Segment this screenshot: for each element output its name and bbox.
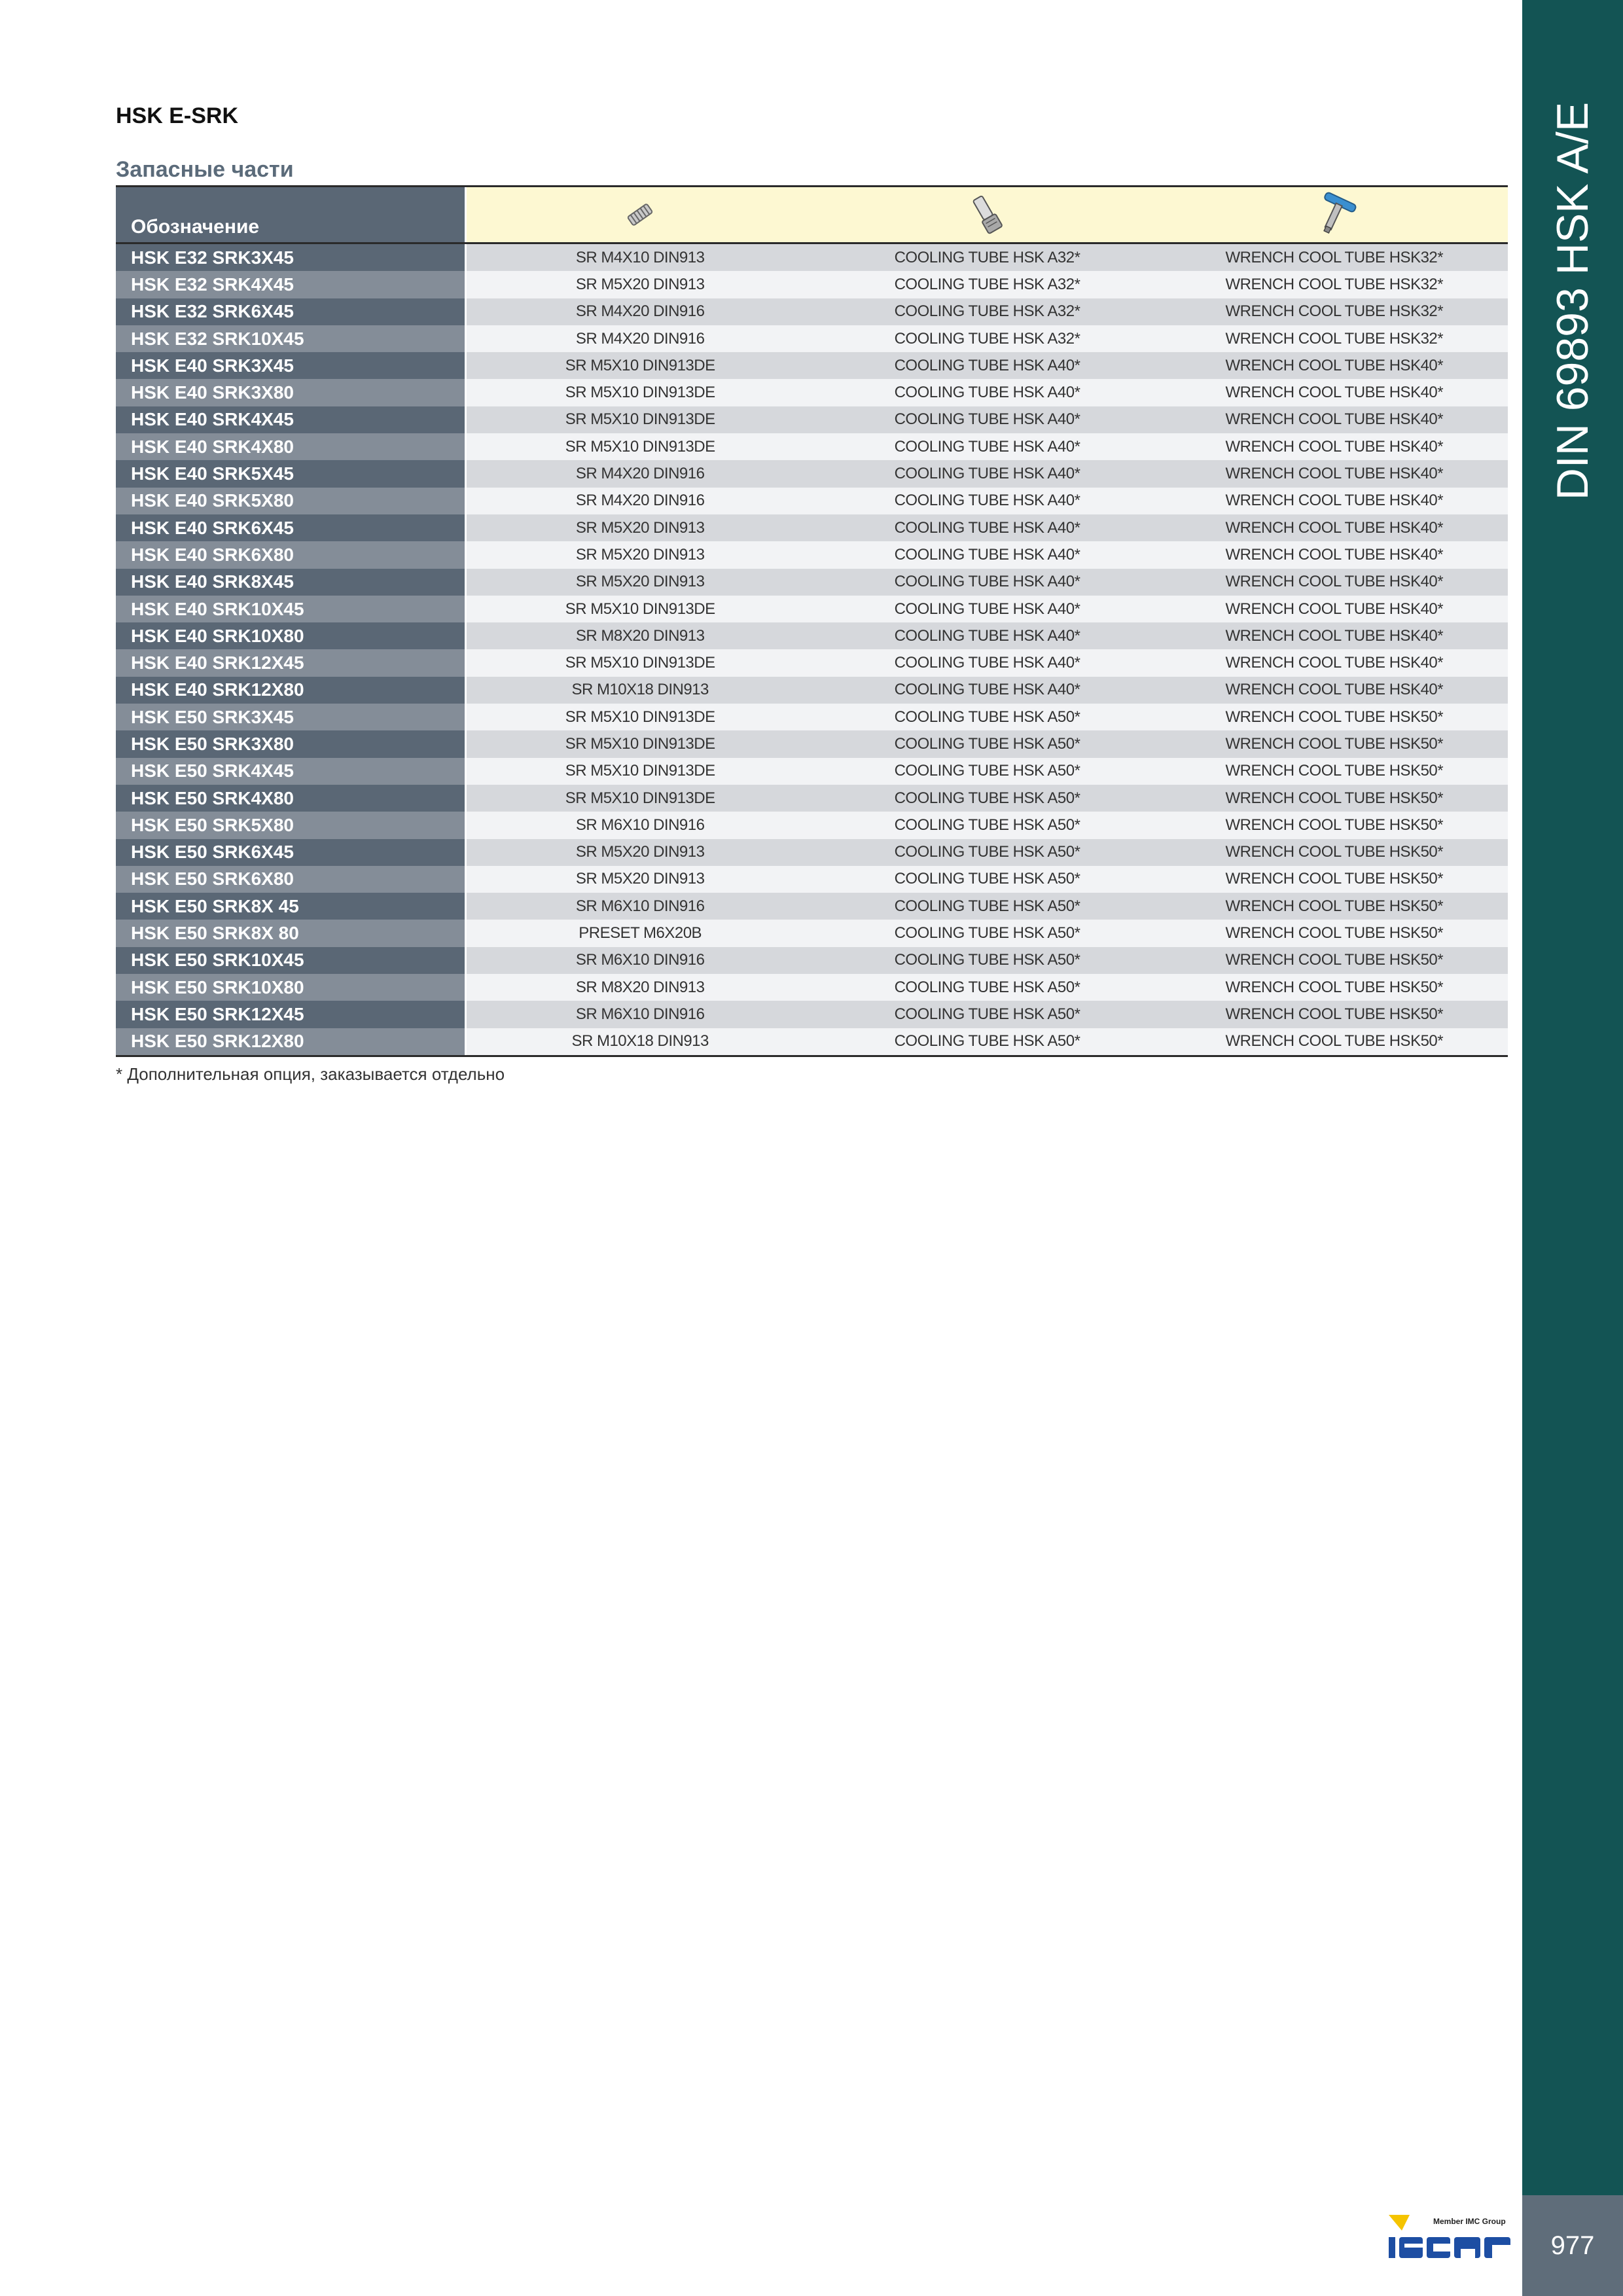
cell-screw: SR M5X10 DIN913DE <box>467 406 813 433</box>
cell-wrench: WRENCH COOL TUBE HSK40* <box>1161 569 1508 596</box>
cell-cooling-tube: COOLING TUBE HSK A40* <box>813 622 1160 649</box>
table-row <box>116 379 1508 406</box>
cell-designation: HSK E40 SRK10X80 <box>116 622 467 649</box>
table-row <box>116 325 1508 352</box>
cell-wrench: WRENCH COOL TUBE HSK40* <box>1161 406 1508 433</box>
cell-designation: HSK E50 SRK3X80 <box>116 730 467 757</box>
cell-screw: SR M5X20 DIN913 <box>467 514 813 541</box>
cell-cooling-tube: COOLING TUBE HSK A50* <box>813 785 1160 812</box>
cell-screw: SR M10X18 DIN913 <box>467 677 813 704</box>
cell-designation: HSK E40 SRK12X45 <box>116 649 467 676</box>
table-row <box>116 920 1508 946</box>
table-row <box>116 1028 1508 1055</box>
column-header-wrench <box>1161 187 1508 242</box>
table-row <box>116 758 1508 785</box>
cell-screw: SR M5X10 DIN913DE <box>467 649 813 676</box>
table-row <box>116 812 1508 838</box>
cell-cooling-tube: COOLING TUBE HSK A32* <box>813 271 1160 298</box>
table-row <box>116 488 1508 514</box>
cell-cooling-tube: COOLING TUBE HSK A50* <box>813 866 1160 893</box>
cell-wrench: WRENCH COOL TUBE HSK40* <box>1161 622 1508 649</box>
cell-wrench: WRENCH COOL TUBE HSK40* <box>1161 649 1508 676</box>
cell-cooling-tube: COOLING TUBE HSK A50* <box>813 1028 1160 1055</box>
cell-designation: HSK E50 SRK12X45 <box>116 1001 467 1028</box>
cell-designation: HSK E32 SRK10X45 <box>116 325 467 352</box>
cell-wrench: WRENCH COOL TUBE HSK40* <box>1161 460 1508 487</box>
cell-screw: SR M5X10 DIN913DE <box>467 352 813 379</box>
cell-designation: HSK E40 SRK8X45 <box>116 569 467 596</box>
cell-designation: HSK E50 SRK8X 80 <box>116 920 467 946</box>
cell-designation: HSK E40 SRK10X45 <box>116 596 467 622</box>
cell-designation: HSK E50 SRK4X45 <box>116 758 467 785</box>
cell-cooling-tube: COOLING TUBE HSK A40* <box>813 433 1160 460</box>
cell-wrench: WRENCH COOL TUBE HSK50* <box>1161 947 1508 974</box>
cell-screw: SR M4X20 DIN916 <box>467 460 813 487</box>
cell-designation: HSK E32 SRK6X45 <box>116 298 467 325</box>
cell-designation: HSK E40 SRK12X80 <box>116 677 467 704</box>
cell-wrench: WRENCH COOL TUBE HSK50* <box>1161 758 1508 785</box>
table-bottom-rule <box>116 1055 1508 1057</box>
cell-wrench: WRENCH COOL TUBE HSK32* <box>1161 271 1508 298</box>
cell-wrench: WRENCH COOL TUBE HSK50* <box>1161 839 1508 866</box>
cell-cooling-tube: COOLING TUBE HSK A32* <box>813 325 1160 352</box>
cell-designation: HSK E40 SRK4X80 <box>116 433 467 460</box>
section-title: Запасные части <box>116 157 294 182</box>
table-row <box>116 406 1508 433</box>
table-row <box>116 569 1508 596</box>
cell-cooling-tube: COOLING TUBE HSK A50* <box>813 758 1160 785</box>
cell-designation: HSK E50 SRK5X80 <box>116 812 467 838</box>
cell-wrench: WRENCH COOL TUBE HSK40* <box>1161 433 1508 460</box>
cell-wrench: WRENCH COOL TUBE HSK50* <box>1161 730 1508 757</box>
spare-parts-table <box>116 185 1508 1057</box>
cell-designation: HSK E50 SRK12X80 <box>116 1028 467 1055</box>
page-number: 977 <box>1522 2195 1623 2296</box>
table-row <box>116 785 1508 812</box>
cell-designation: HSK E40 SRK5X45 <box>116 460 467 487</box>
cell-designation: HSK E50 SRK6X45 <box>116 839 467 866</box>
cell-cooling-tube: COOLING TUBE HSK A50* <box>813 704 1160 730</box>
cell-screw: SR M10X18 DIN913 <box>467 1028 813 1055</box>
column-header-cooling-tube <box>813 187 1160 242</box>
cooling-tube-icon <box>967 192 1007 238</box>
cell-screw: SR M5X10 DIN913DE <box>467 596 813 622</box>
cell-screw: SR M5X10 DIN913DE <box>467 433 813 460</box>
column-header-screw <box>467 187 813 242</box>
cell-cooling-tube: COOLING TUBE HSK A32* <box>813 244 1160 271</box>
cell-designation: HSK E40 SRK3X45 <box>116 352 467 379</box>
side-title: DIN 69893 HSK A/E <box>1548 101 1597 501</box>
table-row <box>116 596 1508 622</box>
table-row <box>116 244 1508 271</box>
cell-screw: SR M5X10 DIN913DE <box>467 704 813 730</box>
cell-screw: SR M6X10 DIN916 <box>467 812 813 838</box>
cell-wrench: WRENCH COOL TUBE HSK32* <box>1161 298 1508 325</box>
cell-cooling-tube: COOLING TUBE HSK A50* <box>813 974 1160 1001</box>
cell-wrench: WRENCH COOL TUBE HSK50* <box>1161 812 1508 838</box>
cell-screw: SR M5X20 DIN913 <box>467 541 813 568</box>
cell-screw: SR M8X20 DIN913 <box>467 974 813 1001</box>
cell-designation: HSK E50 SRK10X45 <box>116 947 467 974</box>
table-row <box>116 622 1508 649</box>
cell-cooling-tube: COOLING TUBE HSK A50* <box>813 730 1160 757</box>
cell-cooling-tube: COOLING TUBE HSK A50* <box>813 839 1160 866</box>
cell-wrench: WRENCH COOL TUBE HSK40* <box>1161 596 1508 622</box>
cell-cooling-tube: COOLING TUBE HSK A40* <box>813 460 1160 487</box>
cell-wrench: WRENCH COOL TUBE HSK32* <box>1161 244 1508 271</box>
cell-wrench: WRENCH COOL TUBE HSK50* <box>1161 893 1508 920</box>
cell-designation: HSK E50 SRK3X45 <box>116 704 467 730</box>
table-row <box>116 298 1508 325</box>
table-row <box>116 730 1508 757</box>
cell-cooling-tube: COOLING TUBE HSK A40* <box>813 541 1160 568</box>
cell-designation: HSK E40 SRK6X45 <box>116 514 467 541</box>
cell-designation: HSK E32 SRK3X45 <box>116 244 467 271</box>
cell-screw: SR M5X20 DIN913 <box>467 866 813 893</box>
cell-cooling-tube: COOLING TUBE HSK A40* <box>813 596 1160 622</box>
cell-screw: SR M4X20 DIN916 <box>467 298 813 325</box>
logo-tagline: Member IMC Group <box>1433 2217 1506 2226</box>
cell-cooling-tube: COOLING TUBE HSK A50* <box>813 947 1160 974</box>
cell-screw: SR M5X10 DIN913DE <box>467 379 813 406</box>
cell-cooling-tube: COOLING TUBE HSK A40* <box>813 649 1160 676</box>
cell-wrench: WRENCH COOL TUBE HSK32* <box>1161 325 1508 352</box>
cell-cooling-tube: COOLING TUBE HSK A50* <box>813 812 1160 838</box>
cell-cooling-tube: COOLING TUBE HSK A40* <box>813 488 1160 514</box>
cell-screw: SR M6X10 DIN916 <box>467 893 813 920</box>
cell-cooling-tube: COOLING TUBE HSK A40* <box>813 514 1160 541</box>
cell-screw: SR M4X10 DIN913 <box>467 244 813 271</box>
cell-designation: HSK E50 SRK4X80 <box>116 785 467 812</box>
cell-cooling-tube: COOLING TUBE HSK A40* <box>813 569 1160 596</box>
cell-screw: SR M5X10 DIN913DE <box>467 785 813 812</box>
cell-screw: SR M8X20 DIN913 <box>467 622 813 649</box>
cell-designation: HSK E50 SRK6X80 <box>116 866 467 893</box>
cell-wrench: WRENCH COOL TUBE HSK40* <box>1161 488 1508 514</box>
cell-wrench: WRENCH COOL TUBE HSK40* <box>1161 514 1508 541</box>
table-header <box>116 185 1508 244</box>
cell-cooling-tube: COOLING TUBE HSK A40* <box>813 379 1160 406</box>
table-row <box>116 352 1508 379</box>
cell-wrench: WRENCH COOL TUBE HSK50* <box>1161 1028 1508 1055</box>
cell-wrench: WRENCH COOL TUBE HSK50* <box>1161 785 1508 812</box>
page-title: HSK E-SRK <box>116 103 239 128</box>
wrench-icon <box>1311 192 1357 238</box>
cell-screw: PRESET M6X20B <box>467 920 813 946</box>
table-row <box>116 541 1508 568</box>
cell-wrench: WRENCH COOL TUBE HSK50* <box>1161 1001 1508 1028</box>
column-header-designation: Обозначение <box>116 187 467 242</box>
cell-cooling-tube: COOLING TUBE HSK A40* <box>813 406 1160 433</box>
cell-wrench: WRENCH COOL TUBE HSK40* <box>1161 541 1508 568</box>
table-row <box>116 649 1508 676</box>
table-row <box>116 1001 1508 1028</box>
cell-designation: HSK E40 SRK6X80 <box>116 541 467 568</box>
side-band <box>1522 0 1623 2296</box>
table-row <box>116 460 1508 487</box>
cell-cooling-tube: COOLING TUBE HSK A40* <box>813 677 1160 704</box>
cell-screw: SR M5X10 DIN913DE <box>467 730 813 757</box>
cell-screw: SR M4X20 DIN916 <box>467 325 813 352</box>
table-body <box>116 244 1508 1055</box>
table-row <box>116 866 1508 893</box>
table-row <box>116 677 1508 704</box>
cell-cooling-tube: COOLING TUBE HSK A32* <box>813 298 1160 325</box>
table-row <box>116 839 1508 866</box>
table-row <box>116 433 1508 460</box>
cell-wrench: WRENCH COOL TUBE HSK40* <box>1161 677 1508 704</box>
cell-designation: HSK E32 SRK4X45 <box>116 271 467 298</box>
cell-screw: SR M5X20 DIN913 <box>467 569 813 596</box>
cell-screw: SR M5X20 DIN913 <box>467 839 813 866</box>
footnote: * Дополнительная опция, заказывается отдельно <box>116 1064 505 1084</box>
cell-cooling-tube: COOLING TUBE HSK A50* <box>813 920 1160 946</box>
cell-designation: HSK E40 SRK3X80 <box>116 379 467 406</box>
cell-screw: SR M6X10 DIN916 <box>467 947 813 974</box>
cell-wrench: WRENCH COOL TUBE HSK40* <box>1161 352 1508 379</box>
table-row <box>116 947 1508 974</box>
cell-cooling-tube: COOLING TUBE HSK A40* <box>813 352 1160 379</box>
cell-screw: SR M6X10 DIN916 <box>467 1001 813 1028</box>
screw-icon <box>620 196 660 233</box>
table-row <box>116 893 1508 920</box>
cell-screw: SR M5X10 DIN913DE <box>467 758 813 785</box>
cell-cooling-tube: COOLING TUBE HSK A50* <box>813 893 1160 920</box>
table-row <box>116 974 1508 1001</box>
table-row <box>116 704 1508 730</box>
cell-cooling-tube: COOLING TUBE HSK A50* <box>813 1001 1160 1028</box>
cell-wrench: WRENCH COOL TUBE HSK50* <box>1161 704 1508 730</box>
cell-screw: SR M4X20 DIN916 <box>467 488 813 514</box>
cell-designation: HSK E40 SRK4X45 <box>116 406 467 433</box>
cell-wrench: WRENCH COOL TUBE HSK40* <box>1161 379 1508 406</box>
cell-designation: HSK E50 SRK8X 45 <box>116 893 467 920</box>
table-row <box>116 271 1508 298</box>
cell-wrench: WRENCH COOL TUBE HSK50* <box>1161 974 1508 1001</box>
cell-wrench: WRENCH COOL TUBE HSK50* <box>1161 866 1508 893</box>
cell-designation: HSK E50 SRK10X80 <box>116 974 467 1001</box>
cell-designation: HSK E40 SRK5X80 <box>116 488 467 514</box>
table-row <box>116 514 1508 541</box>
cell-screw: SR M5X20 DIN913 <box>467 271 813 298</box>
cell-wrench: WRENCH COOL TUBE HSK50* <box>1161 920 1508 946</box>
